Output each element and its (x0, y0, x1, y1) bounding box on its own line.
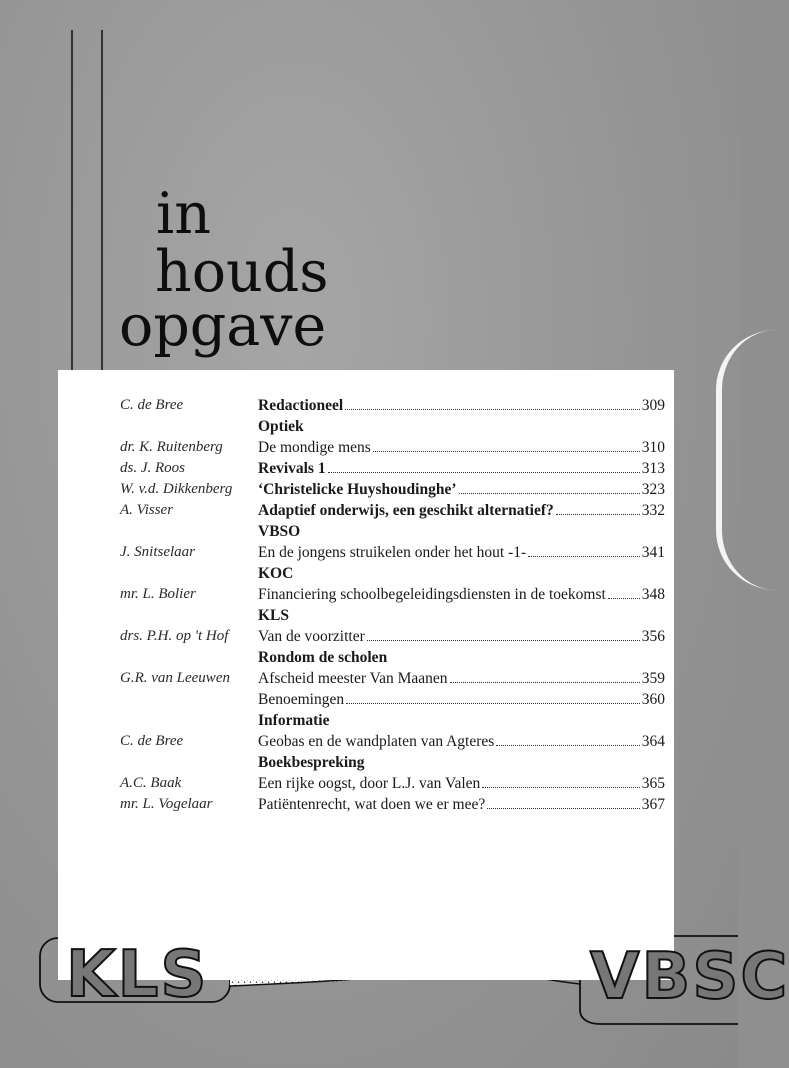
toc-author (120, 563, 258, 584)
toc-author: drs. P.H. op 't Hof (120, 628, 229, 644)
toc-entry-body (258, 542, 665, 563)
toc-entry-body (258, 584, 665, 605)
dot-leader (556, 514, 640, 515)
section-title: VBSO (258, 523, 301, 540)
dot-leader (459, 493, 640, 494)
article-title: Van de voorzitter (258, 628, 365, 645)
section-title: KLS (258, 607, 290, 624)
article-title: En de jongens struikelen onder het hout -1- (258, 544, 527, 561)
toc-author (120, 689, 258, 710)
toc-author: C. de Bree (120, 397, 184, 413)
dot-leader (528, 556, 640, 557)
toc-author (120, 752, 258, 773)
toc-entry (120, 584, 665, 605)
toc-entry (120, 479, 665, 500)
toc-entry-body (258, 710, 665, 731)
toc-entry-body (258, 731, 665, 752)
page-number: 341 (641, 544, 665, 561)
page-number: 310 (641, 439, 665, 456)
toc-author: mr. L. Bolier (120, 586, 196, 602)
page-number: 313 (641, 460, 665, 477)
title-line-1: in (156, 181, 211, 247)
article-title: Een rijke oogst, door L.J. van Valen (258, 775, 481, 792)
toc-entry (120, 437, 665, 458)
toc-entry (120, 689, 665, 710)
article-title: Financiering schoolbegeleidingsdiensten in de toekomst (258, 586, 606, 603)
section-title: Boekbespreking (258, 754, 365, 771)
toc-entry-body (258, 521, 665, 542)
right-decorative-arc (716, 330, 782, 590)
toc-entry-body (258, 605, 665, 626)
toc-entry (120, 626, 665, 647)
page-number: 367 (641, 796, 665, 813)
dot-leader (487, 808, 640, 809)
toc-entry-body (258, 479, 665, 500)
toc-author (120, 710, 258, 731)
toc-author: W. v.d. Dikkenberg (120, 481, 233, 497)
toc-author: G.R. van Leeuwen (120, 670, 230, 686)
dot-leader (328, 472, 640, 473)
title-line-2: houds (155, 239, 329, 305)
section-title: KOC (258, 565, 294, 582)
vbso-logo: VBSC (590, 940, 789, 1014)
article-title: Adaptief onderwijs, een geschikt alternatief? (258, 502, 554, 519)
toc-author: mr. L. Vogelaar (120, 796, 213, 812)
dot-leader (345, 409, 640, 410)
section-title: Optiek (258, 418, 304, 435)
toc-entry-body (258, 563, 665, 584)
toc-entry-body (258, 416, 665, 437)
toc-entry-body (258, 500, 665, 521)
toc-entry-body (258, 395, 665, 416)
toc-section-heading (120, 416, 665, 437)
toc-entry (120, 458, 665, 479)
toc-entry (120, 794, 665, 815)
article-title: De mondige mens (258, 439, 371, 456)
toc-entry (120, 731, 665, 752)
toc-entry-body (258, 773, 665, 794)
toc-author: A.C. Baak (120, 775, 182, 791)
toc-entry (120, 668, 665, 689)
toc-entry (120, 542, 665, 563)
toc-entry-body (258, 458, 665, 479)
article-title: Afscheid meester Van Maanen (258, 670, 448, 687)
article-title: Benoemingen (258, 691, 345, 708)
toc-section-heading (120, 521, 665, 542)
toc-entry (120, 395, 665, 416)
page-number: 365 (641, 775, 665, 792)
toc-author: J. Snitselaar (120, 544, 195, 560)
toc-section-heading (120, 710, 665, 731)
dot-leader (608, 598, 640, 599)
article-title: Geobas en de wandplaten van Agteres (258, 733, 495, 750)
dot-leader (346, 703, 640, 704)
toc-entry-body (258, 689, 665, 710)
page-number: 309 (641, 397, 665, 414)
page-number: 332 (641, 502, 665, 519)
page-title (0, 180, 400, 359)
toc-section-heading (120, 752, 665, 773)
dot-leader (496, 745, 639, 746)
toc-entry-body (258, 668, 665, 689)
page-number: 360 (641, 691, 665, 708)
dot-leader (367, 640, 640, 641)
section-title: Rondom de scholen (258, 649, 388, 666)
page-number: 356 (641, 628, 665, 645)
toc-entry (120, 773, 665, 794)
page-number: 348 (641, 586, 665, 603)
toc-entry (120, 500, 665, 521)
toc-author: ds. J. Roos (120, 460, 185, 476)
toc-entry-body (258, 794, 665, 815)
toc-entry-body (258, 437, 665, 458)
toc-author (120, 605, 258, 626)
toc-section-heading (120, 605, 665, 626)
dot-leader (482, 787, 639, 788)
toc-author (120, 647, 258, 668)
toc-entry-body (258, 647, 665, 668)
toc-section-heading (120, 563, 665, 584)
toc-author: C. de Bree (120, 733, 184, 749)
section-title: Informatie (258, 712, 330, 729)
table-of-contents (120, 395, 665, 815)
toc-author: A. Visser (120, 502, 174, 518)
toc-author: dr. K. Ruitenberg (120, 439, 223, 455)
page-number: 323 (641, 481, 665, 498)
article-title: Revivals 1 (258, 460, 326, 477)
article-title: ‘Christelicke Huyshoudinghe’ (258, 481, 457, 498)
toc-author (120, 416, 258, 437)
toc-entry-body (258, 626, 665, 647)
page-number: 359 (641, 670, 665, 687)
page-number: 364 (641, 733, 665, 750)
toc-section-heading (120, 647, 665, 668)
dot-leader (373, 451, 640, 452)
dot-leader (450, 682, 640, 683)
article-title: Redactioneel (258, 397, 344, 414)
kls-logo: KLS (66, 938, 209, 1012)
toc-author (120, 521, 258, 542)
toc-entry-body (258, 752, 665, 773)
title-line-3: opgave (119, 293, 327, 359)
article-title: Patiëntenrecht, wat doen we er mee? (258, 796, 486, 813)
